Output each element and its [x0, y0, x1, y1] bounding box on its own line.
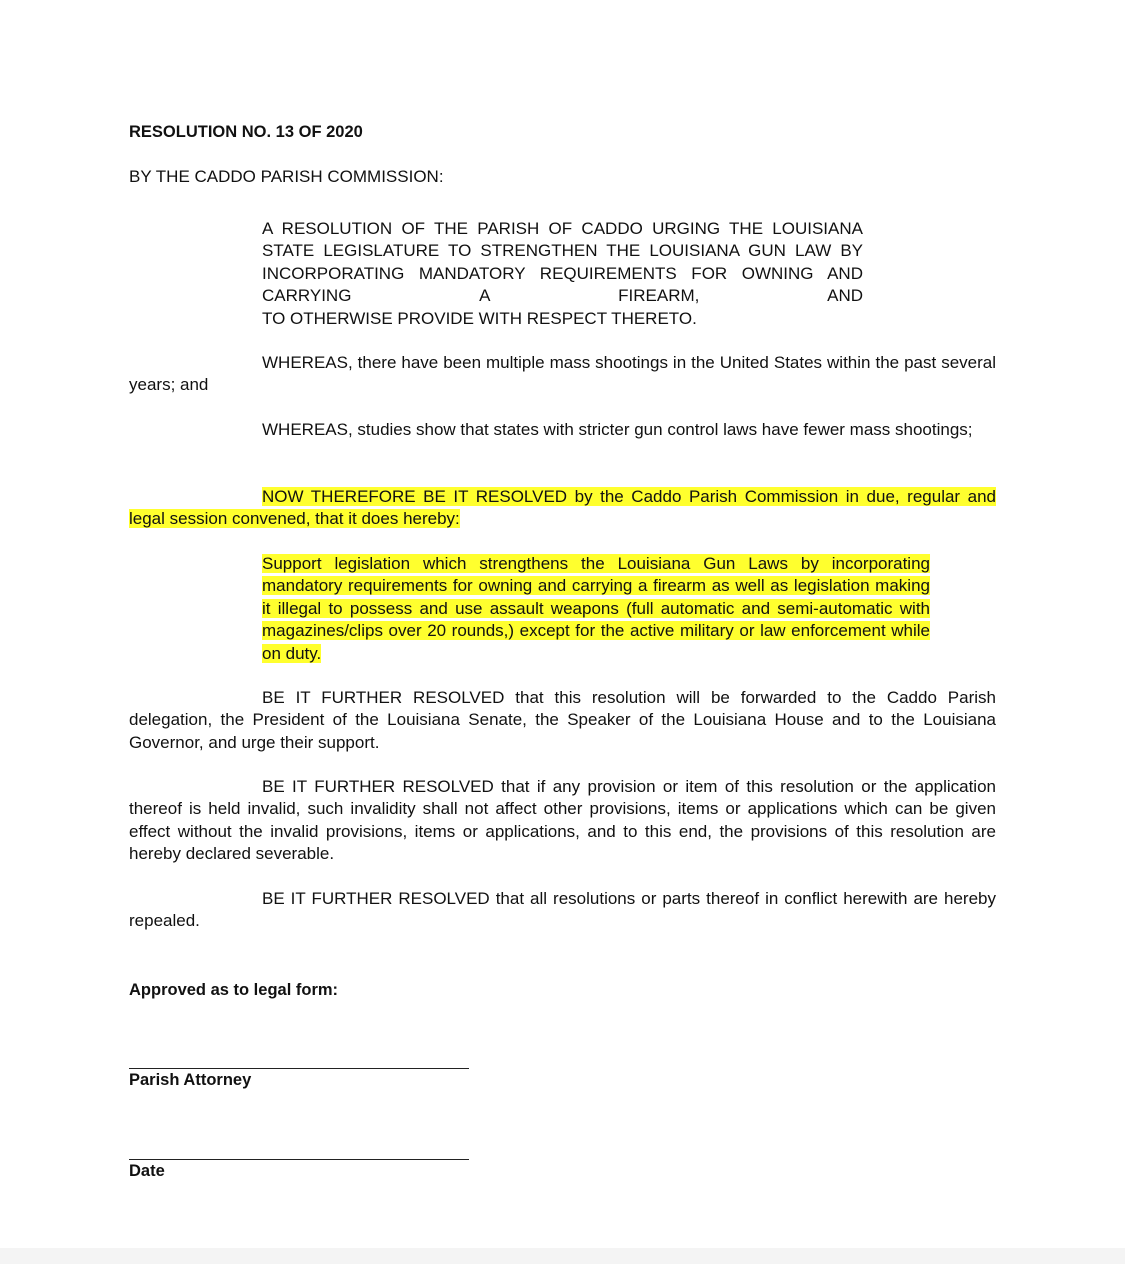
- whereas-paragraph-2: [129, 419, 996, 441]
- parish-attorney-label: Parish Attorney: [129, 1071, 252, 1089]
- whereas-paragraph-1: [129, 352, 996, 397]
- date-signature-line: [129, 1159, 469, 1160]
- now-therefore-paragraph: [129, 486, 996, 531]
- further-resolved-paragraph-3: [129, 888, 996, 933]
- resolution-caption: A RESOLUTION OF THE PARISH OF CADDO URGING THE LOUISIANA STATE LEGISLATURE TO STRENGTHEN THE LOUISIANA GUN LAW BY INCORPORATING MANDATORY REQUIREMENTS FOR OWNING AND CARRYING A FIREARM, AND: [262, 219, 863, 306]
- resolution-caption-last-line: TO OTHERWISE PROVIDE WITH RESPECT THERETO.: [262, 309, 697, 328]
- further-resolved-1-text: BE IT FURTHER RESOLVED that this resolution will be forwarded to the Caddo Parish delegation, the President of the Louisiana Senate, the Speaker of the Louisiana House and to the Louisiana Governor, and urge their support.: [129, 688, 996, 752]
- now-therefore-text: NOW THEREFORE BE IT RESOLVED by the Caddo Parish Commission in due, regular and legal session convened, that it does hereby:: [129, 487, 996, 529]
- support-text: Support legislation which strengthens the Louisiana Gun Laws by incorporating mandatory requirements for owning and carrying a firearm as well as legislation making it illegal to possess and use assault weapons (full automatic and semi-automatic with magazines/clips over 20 rounds,) except for the active military or law enforcement while on duty.: [262, 554, 930, 663]
- by-line: BY THE CADDO PARISH COMMISSION:: [129, 167, 444, 186]
- date-label: Date: [129, 1162, 165, 1180]
- support-paragraph: [262, 553, 930, 665]
- further-resolved-3-text: BE IT FURTHER RESOLVED that all resolutions or parts thereof in conflict herewith are hereby repealed.: [129, 889, 996, 931]
- whereas-1-text: WHEREAS, there have been multiple mass shootings in the United States within the past several years; and: [129, 353, 996, 395]
- page-bottom-edge: [0, 1248, 1125, 1264]
- whereas-2-text: WHEREAS, studies show that states with stricter gun control laws have fewer mass shootings;: [262, 420, 973, 439]
- approved-as-to-legal-form: Approved as to legal form:: [129, 981, 339, 999]
- resolution-title: RESOLUTION NO. 13 OF 2020: [129, 123, 363, 141]
- further-resolved-paragraph-1: [129, 687, 996, 754]
- further-resolved-paragraph-2: [129, 776, 996, 866]
- further-resolved-2-text: BE IT FURTHER RESOLVED that if any provision or item of this resolution or the application thereof is held invalid, such invalidity shall not affect other provisions, items or applications which can be given effect without the invalid provisions, items or applications, and to this end, the provisions of this resolution are hereby declared severable.: [129, 777, 996, 864]
